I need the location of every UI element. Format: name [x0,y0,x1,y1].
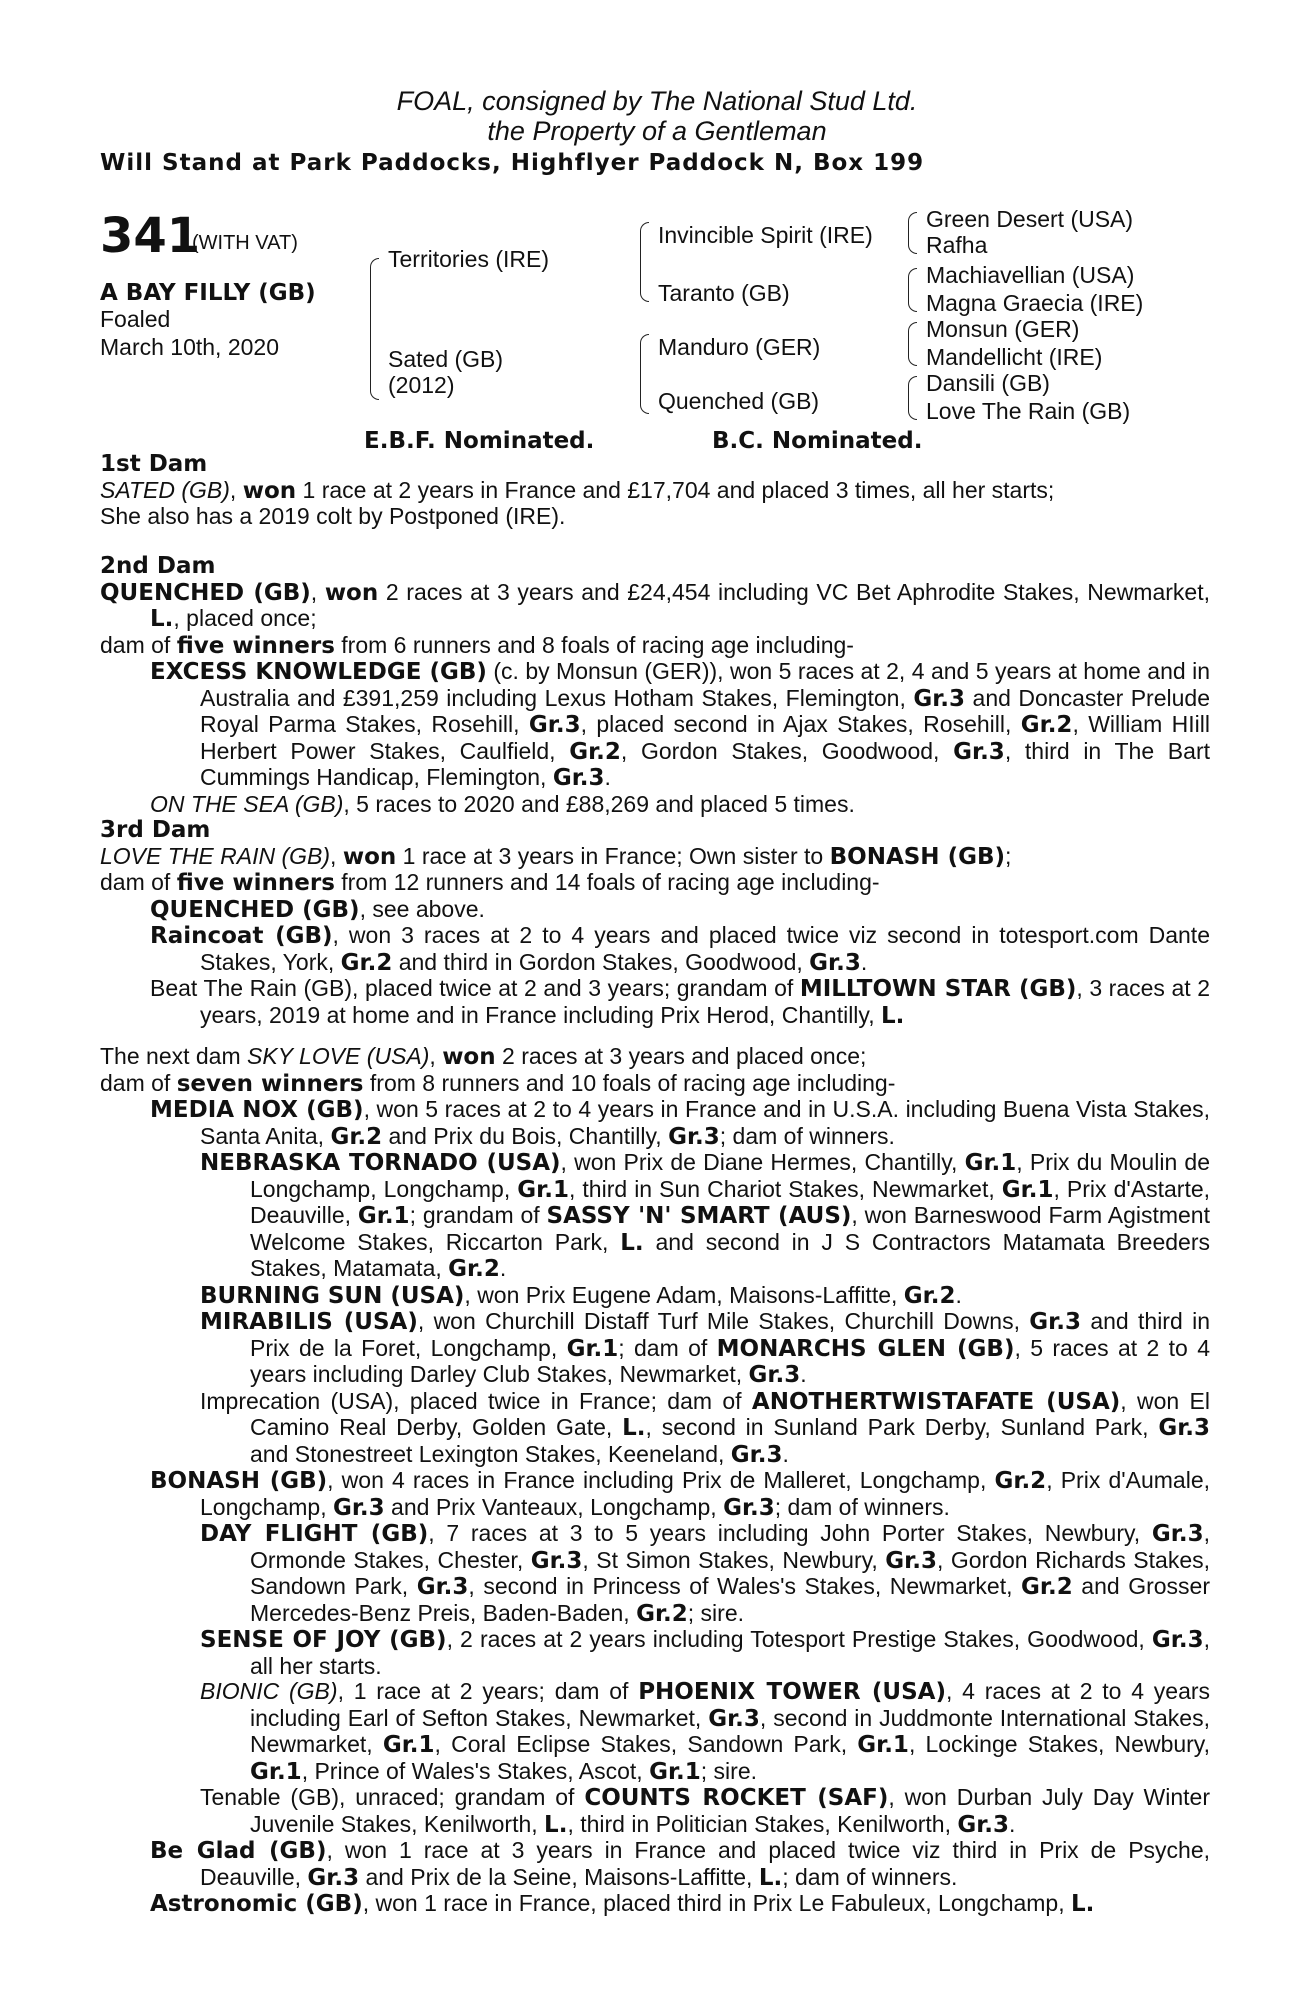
pedigree-ggp-3: Machiavellian (USA) [926,262,1135,288]
vat-label: (WITH VAT) [192,232,298,254]
entry-media-nox: MEDIA NOX (GB), won 5 races at 2 to 4 years in France and in U.S.A. including Buena Vista Stakes, Santa Anita, Gr.2 and Prix du Bois, Chantilly, Gr.3; dam of winners. [150,1096,1211,1150]
pedigree-ggp-8: Love The Rain (GB) [926,398,1131,424]
entry-quenched: QUENCHED (GB), see above. [150,895,485,923]
ebf-nominated: E.B.F. Nominated. [364,428,595,454]
pedigree-bracket-4 [908,212,917,254]
entry-raincoat: Raincoat (GB), won 3 races at 2 to 4 years and placed twice viz second in totesport.com Dante Stakes, York, Gr.2 and third in Gordon Stakes, Goodwood, Gr.3. [150,922,1210,976]
entry-burning-sun: BURNING SUN (USA), won Prix Eugene Adam, Maisons-Laffitte, Gr.2. [200,1281,962,1309]
header-location: Will Stand at Park Paddocks, Highflyer Paddock N, Box 199 [100,150,925,176]
third-dam-para: LOVE THE RAIN (GB), won 1 race at 3 years in France; Own sister to BONASH (GB); [100,842,1012,870]
entry-bonash: BONASH (GB), won 4 races in France including Prix de Malleret, Longchamp, Gr.2, Prix d'Aumale, Longchamp, Gr.3 and Prix Vanteaux, Longchamp, Gr.3; dam of winners. [150,1467,1211,1521]
pedigree-bracket-3 [640,334,649,414]
pedigree-ggp-7: Dansili (GB) [926,370,1050,396]
pedigree-dam-sire: Manduro (GER) [658,334,821,360]
entry-imprecation: Imprecation (USA), placed twice in France; dam of ANOTHERTWISTAFATE (USA), won El Camino Real Derby, Golden Gate, L., second in Sunland Park Derby, Sunland Park, Gr.3 and Stonestreet Lexington Stakes, Keeneland, Gr.3. [200,1387,1210,1468]
bc-nominated: B.C. Nominated. [712,428,923,454]
pedigree-ggp-1: Green Desert (USA) [926,206,1134,232]
second-dam-produce: dam of five winners from 6 runners and 8 foals of racing age including- [100,631,854,659]
pedigree-sire-dam: Taranto (GB) [658,280,790,306]
entry-mirabilis: MIRABILIS (USA), won Churchill Distaff Turf Mile Stakes, Churchill Downs, Gr.3 and third in Prix de la Foret, Longchamp, Gr.1; dam of MONARCHS GLEN (GB), 5 races at 2 to 4 years including Darley Club Stakes, Newmarket, Gr.3. [200,1308,1210,1388]
heading-second-dam: 2nd Dam [100,553,216,579]
pedigree-ggp-5: Monsun (GER) [926,316,1080,342]
entry-excess-knowledge: EXCESS KNOWLEDGE (GB) (c. by Monsun (GER)), won 5 races at 2, 4 and 5 years at home and in Australia and £391,259 including Lexus Hotham Stakes, Flemington, Gr.3 and Doncaster Prelude Royal Parma Stakes, Rosehill, Gr.3, placed second in Ajax Stakes, Rosehill, Gr.2, William HIill Herbert Power Stakes, Caulfield, Gr.2, Gordon Stakes, Goodwood, Gr.3, third in The Bart Cummings Handicap, Flemington, Gr.3. [150,658,1210,791]
pedigree-bracket-2 [640,222,649,302]
pedigree-bracket-7 [908,376,917,420]
pedigree-ggp-2: Rafha [926,232,988,258]
pedigree-sire-sire: Invincible Spirit (IRE) [658,222,873,248]
horse-name: A BAY FILLY (GB) [100,280,316,306]
pedigree-dam: Sated (GB) [388,346,504,372]
pedigree-bracket-5 [908,268,917,312]
section-third-dam [100,818,1210,1029]
entry-be-glad: Be Glad (GB), won 1 race at 3 years in France and placed twice viz third in Prix de Psyche, Deauville, Gr.3 and Prix de la Seine, Maisons-Laffitte, L.; dam of winners. [150,1837,1211,1891]
section-first-dam [100,452,1210,530]
entry-day-flight: DAY FLIGHT (GB), 7 races at 3 to 5 years including John Porter Stakes, Newbury, Gr.3, Ormonde Stakes, Chester, Gr.3, St Simon Stakes, Newbury, Gr.3, Gordon Richards Stakes, Sandown Park, Gr.3, second in Princess of Wales's Stakes, Newmarket, Gr.2 and Grosser Mercedes-Benz Preis, Baden-Baden, Gr.2; sire. [200,1520,1211,1627]
entry-beat-the-rain: Beat The Rain (GB), placed twice at 2 and 3 years; grandam of MILLTOWN STAR (GB), 3 races at 2 years, 2019 at home and in France including Prix Herod, Chantilly, L. [150,975,1210,1029]
entry-on-the-sea: ON THE SEA (GB), 5 races to 2020 and £88,269 and placed 5 times. [150,790,855,817]
pedigree-bracket-6 [908,322,917,366]
section-next-dam [100,1044,1210,1918]
next-dam-para: The next dam SKY LOVE (USA), won 2 races at 3 years and placed once; [100,1043,867,1070]
third-dam-produce: dam of five winners from 12 runners and 14 foals of racing age including- [100,869,880,896]
header-property: the Property of a Gentleman [487,116,827,146]
pedigree-sire: Territories (IRE) [388,246,550,272]
foaled-label: Foaled [100,306,171,332]
pedigree-bracket-1 [370,258,379,400]
entry-tenable: Tenable (GB), unraced; grandam of COUNTS ROCKET (SAF), won Durban July Day Winter Juvenile Stakes, Kenilworth, L., third in Politician Stakes, Kenilworth, Gr.3. [200,1784,1211,1838]
entry-bionic: BIONIC (GB), 1 race at 2 years; dam of PHOENIX TOWER (USA), 4 races at 2 to 4 years including Earl of Sefton Stakes, Newmarket, Gr.3, second in Juddmonte International Stakes, Newmarket, Gr.1, Coral Eclipse Stakes, Sandown Park, Gr.1, Lockinge Stakes, Newbury, Gr.1, Prince of Wales's Stakes, Ascot, Gr.1; sire. [200,1678,1211,1785]
pedigree-ggp-6: Mandellicht (IRE) [926,344,1103,370]
second-dam-para: QUENCHED (GB), won 2 races at 3 years and £24,454 including VC Bet Aphrodite Stakes, Newmarket, L., placed once; [100,578,1210,632]
first-dam-line2: She also has a 2019 colt by Postponed (IRE). [100,503,566,529]
pedigree-dam-year: (2012) [388,372,455,398]
next-dam-produce: dam of seven winners from 8 runners and 10 foals of racing age including- [100,1069,896,1097]
pedigree-dam-dam: Quenched (GB) [658,388,820,414]
header-consignor: FOAL, consigned by The National Stud Ltd. [396,86,918,116]
entry-nebraska-tornado: NEBRASKA TORNADO (USA), won Prix de Diane Hermes, Chantilly, Gr.1, Prix du Moulin de Longchamp, Longchamp, Gr.1, third in Sun Chariot Stakes, Newmarket, Gr.1, Prix d'Astarte, Deauville, Gr.1; grandam of SASSY 'N' SMART (AUS), won Barneswood Farm Agistment Welcome Stakes, Riccarton Park, L. and second in J S Contractors Matamata Breeders Stakes, Matamata, Gr.2. [200,1149,1211,1282]
pedigree-ggp-4: Magna Graecia (IRE) [926,290,1144,316]
heading-first-dam: 1st Dam [100,451,208,477]
entry-astronomic: Astronomic (GB), won 1 race in France, placed third in Prix Le Fabuleux, Longchamp, L. [150,1890,1095,1917]
entry-sense-of-joy: SENSE OF JOY (GB), 2 races at 2 years including Totesport Prestige Stakes, Goodwood, Gr.3, all her starts. [200,1626,1210,1679]
foaled-date: March 10th, 2020 [100,334,280,360]
section-second-dam [100,554,1210,817]
lot-number: 341 [100,208,201,264]
heading-third-dam: 3rd Dam [100,817,211,843]
first-dam-para: SATED (GB), won 1 race at 2 years in France and £17,704 and placed 3 times, all her starts; [100,476,1055,504]
